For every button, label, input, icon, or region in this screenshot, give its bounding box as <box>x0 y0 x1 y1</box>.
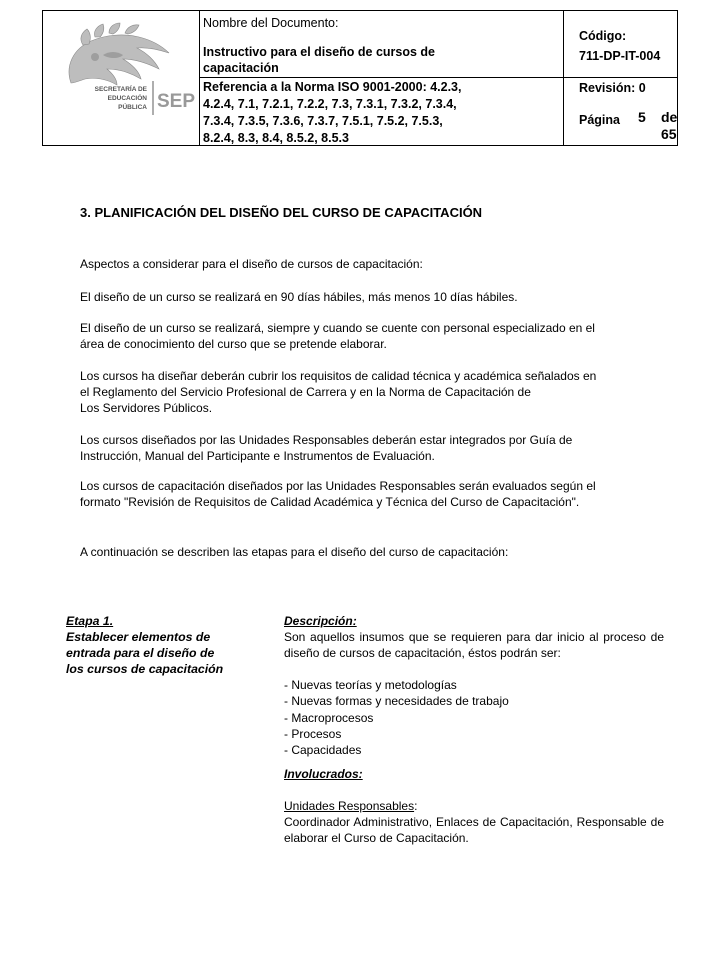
stage-name-line: Establecer elementos de <box>66 630 211 644</box>
involved-sub-label: Unidades Responsables <box>284 799 415 814</box>
paragraph-staff <box>80 320 660 352</box>
divider <box>199 77 563 78</box>
divider <box>563 77 677 78</box>
doc-title-line-2: capacitación <box>203 61 279 75</box>
doc-name-label: Nombre del Documento: <box>203 16 339 30</box>
document-meta-cell <box>563 11 677 145</box>
paragraph-line: A continuación se describen las etapas para el diseño del curso de capacitación: <box>80 545 509 559</box>
paragraph-line: El diseño de un curso se realizará, siempre y cuando se cuente con personal especializado en el <box>80 321 595 335</box>
paragraph-line: Aspectos a considerar para el diseño de cursos de capacitación: <box>80 257 423 271</box>
logo-line-1: SECRETARÍA DE <box>94 86 147 93</box>
paragraph-duration <box>80 289 660 305</box>
paragraph-integration <box>80 432 660 464</box>
reference-line-3: 7.3.4, 7.3.5, 7.3.6, 7.3.7, 7.5.1, 7.5.2, 7.5.3, <box>203 114 443 128</box>
paragraph-line: formato "Revisión de Requisitos de Calidad Académica y Técnica del Curso de Capacitación". <box>80 495 580 510</box>
stage-name-line: entrada para el diseño de <box>66 646 215 660</box>
code-label: Código: <box>579 29 627 43</box>
document-header <box>42 10 678 146</box>
logo-line-2: EDUCACIÓN <box>107 95 147 102</box>
paragraph-line: Los Servidores Públicos. <box>80 401 213 416</box>
revision: Revisión: 0 <box>579 81 646 95</box>
spacer <box>284 782 664 798</box>
page-label: Página <box>579 113 620 127</box>
reference-line-4: 8.2.4, 8.3, 8.4, 8.5.2, 8.5.3 <box>203 131 349 145</box>
paragraph-line: Los cursos ha diseñar deberán cubrir los requisitos de calidad técnica y académica señalados en <box>80 369 597 383</box>
document-title-cell <box>199 11 564 145</box>
logo-line-3: PÚBLICA <box>118 104 147 111</box>
paragraph-stages-intro <box>80 544 660 560</box>
reference-line-2: 4.2.4, 7.1, 7.2.1, 7.2.2, 7.3, 7.3.1, 7.3.2, 7.3.4, <box>203 97 457 111</box>
paragraph-line: área de conocimiento del curso que se pretende elaborar. <box>80 337 387 352</box>
stage-number: Etapa 1. <box>66 614 114 628</box>
stage-description <box>284 602 664 846</box>
code-value: 711-DP-IT-004 <box>579 49 661 63</box>
paragraph-line: Los cursos diseñados por las Unidades Responsables deberán estar integrados por Guía de <box>80 433 573 447</box>
input-list-item: - Capacidades <box>284 742 362 757</box>
paragraph-requirements <box>80 368 660 417</box>
input-list-item: - Nuevas formas y necesidades de trabajo <box>284 694 509 709</box>
paragraph-line: Los cursos de capacitación diseñados por las Unidades Responsables serán evaluados según el <box>80 479 596 493</box>
logo-acronym: SEP <box>157 91 196 112</box>
doc-title-line-1: Instructivo para el diseño de cursos de <box>203 45 436 59</box>
page-total: de 65 <box>661 109 678 142</box>
involved-subheading: Unidades Responsables: <box>284 799 418 814</box>
paragraph-evaluation <box>80 478 660 510</box>
input-list-item: - Procesos <box>284 726 342 741</box>
paragraph-line: el Reglamento del Servicio Profesional de Carrera y en la Norma de Capacitación de <box>80 385 531 400</box>
page-number: 5 <box>638 109 646 125</box>
paragraph-line: Instrucción, Manual del Participante e Instrumentos de Evaluación. <box>80 449 435 464</box>
paragraph-aspects <box>80 256 660 272</box>
description-text: Son aquellos insumos que se requieren para dar inicio al proceso de diseño de cursos de capacitación, éstos podrán ser: <box>284 630 664 661</box>
section-title: 3. PLANIFICACIÓN DEL DISEÑO DEL CURSO DE CAPACITACIÓN <box>80 205 483 220</box>
sep-logo <box>43 11 199 145</box>
stage-name-line: los cursos de capacitación <box>66 662 224 676</box>
reference-line-1: Referencia a la Norma ISO 9001-2000: 4.2.3, <box>203 80 462 94</box>
input-list-item: - Macroprocesos <box>284 710 374 725</box>
stage-title <box>66 613 241 677</box>
involved-heading: Involucrados: <box>284 766 363 781</box>
description-heading: Descripción: <box>284 614 357 628</box>
input-list-item: - Nuevas teorías y metodologías <box>284 678 457 693</box>
involved-text: Coordinador Administrativo, Enlaces de Capacitación, Responsable de elaborar el Curso de Capacitación. <box>284 815 664 846</box>
spacer <box>284 661 664 677</box>
paragraph-line: El diseño de un curso se realizará en 90 días hábiles, más menos 10 días hábiles. <box>80 290 518 304</box>
logo-cell <box>43 11 200 145</box>
